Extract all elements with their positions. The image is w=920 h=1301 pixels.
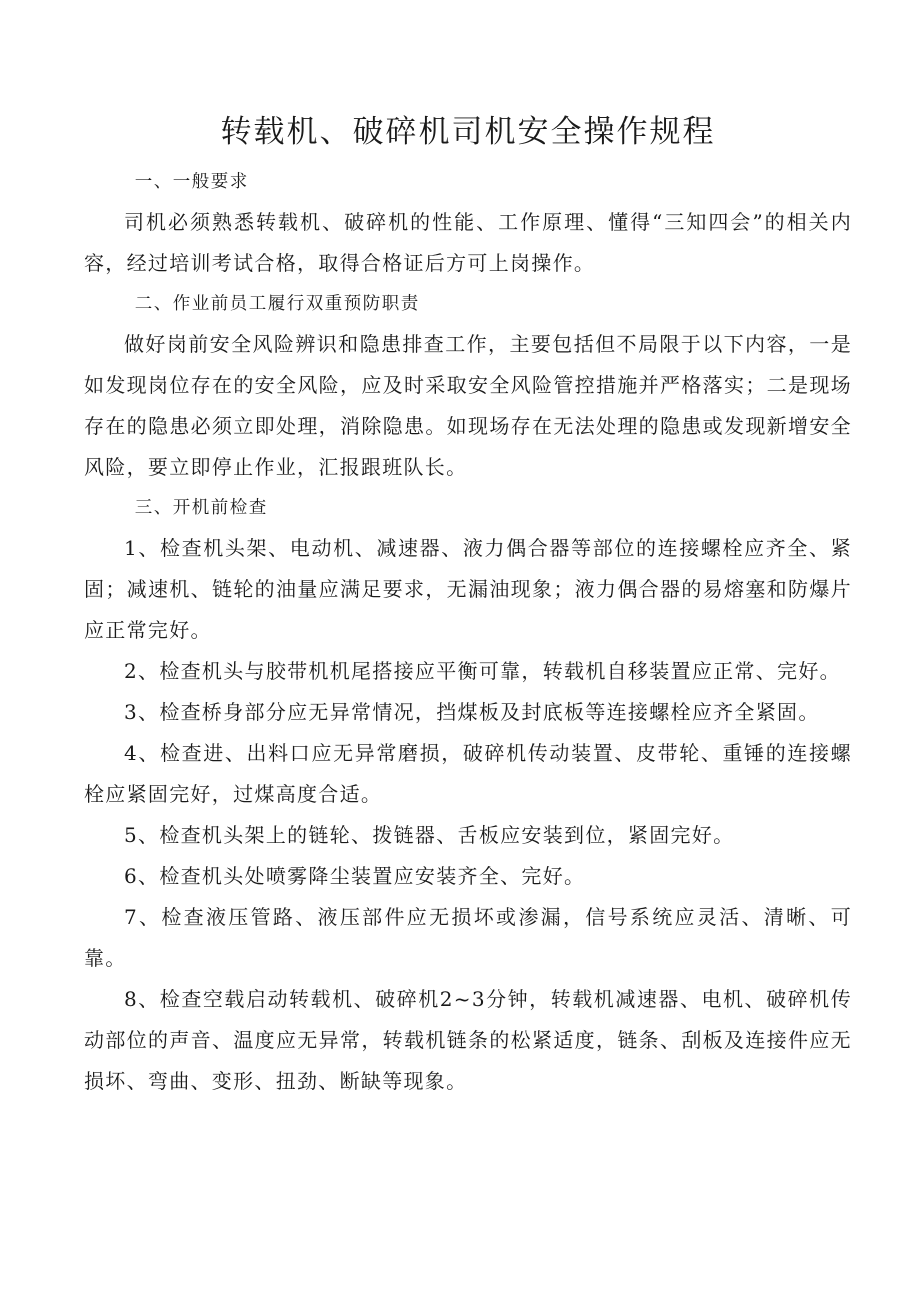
paragraph: 司机必须熟悉转载机、破碎机的性能、工作原理、懂得“三知四会”的相关内容，经过培训考试合格，取得合格证后方可上岗操作。	[84, 210, 852, 275]
inspection-item: 3、检查桥身部分应无异常情况，挡煤板及封底板等连接螺栓应齐全紧固。	[124, 700, 820, 724]
document-title: 转载机、破碎机司机安全操作规程	[220, 114, 716, 150]
inspection-item: 2、检查机头与胶带机机尾搭接应平衡可靠，转载机自移装置应正常、完好。	[124, 659, 841, 683]
section-heading: 三、开机前检查	[134, 498, 268, 518]
section-heading: 二、作业前员工履行双重预防职责	[134, 294, 420, 314]
inspection-item: 8、检查空载启动转载机、破碎机2~3分钟，转载机减速器、电机、破碎机传动部位的声音、温度应无异常，转载机链条的松紧适度，链条、刮板及连接件应无损坏、弯曲、变形、扭劲、断缺等现象。	[84, 987, 852, 1093]
section-heading: 一、一般要求	[134, 172, 249, 192]
paragraph: 做好岗前安全风险辨识和隐患排查工作，主要包括但不局限于以下内容，一是如发现岗位存在的安全风险，应及时采取安全风险管控措施并严格落实；二是现场存在的隐患必须立即处理，消除隐患。如现场存在无法处理的隐患或发现新增安全风险，要立即停止作业，汇报跟班队长。	[84, 332, 852, 479]
section-general-requirements	[84, 162, 852, 284]
inspection-item: 6、检查机头处喷雾降尘装置应安装齐全、完好。	[124, 864, 586, 888]
section-pre-start-inspection	[84, 488, 852, 1102]
inspection-item: 7、检查液压管路、液压部件应无损坏或渗漏，信号系统应灵活、清晰、可靠。	[84, 905, 852, 970]
document-page	[84, 108, 852, 1102]
section-dual-prevention-duties	[84, 284, 852, 488]
inspection-item: 1、检查机头架、电动机、减速器、液力偶合器等部位的连接螺栓应齐全、紧固；减速机、链轮的油量应满足要求，无漏油现象；液力偶合器的易熔塞和防爆片应正常完好。	[84, 536, 852, 642]
inspection-item: 4、检查进、出料口应无异常磨损，破碎机传动装置、皮带轮、重锤的连接螺栓应紧固完好，过煤高度合适。	[84, 741, 852, 806]
inspection-item: 5、检查机头架上的链轮、拨链器、舌板应安装到位，紧固完好。	[124, 823, 735, 847]
